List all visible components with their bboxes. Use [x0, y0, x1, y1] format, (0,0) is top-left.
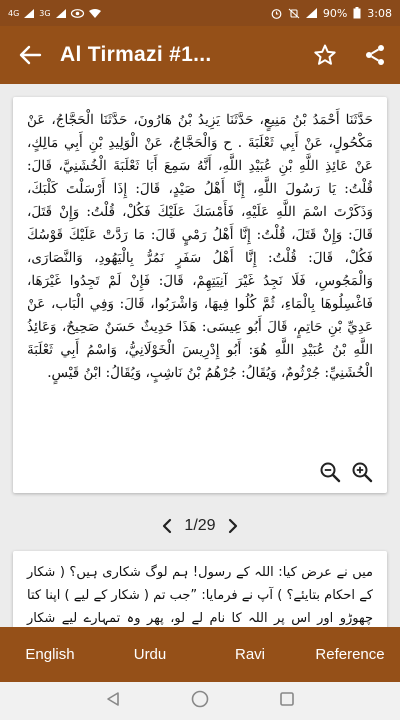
- battery-percent: 90%: [322, 6, 348, 20]
- share-icon: [363, 43, 387, 67]
- zoom-out-icon: [319, 461, 341, 483]
- battery-icon: [353, 7, 361, 19]
- zoom-controls: [319, 461, 373, 483]
- square-recents-icon: [279, 691, 295, 707]
- clock-time: 3:08: [367, 6, 392, 20]
- system-back-button[interactable]: [105, 691, 121, 711]
- chevron-left-icon: [162, 519, 172, 533]
- prev-page-button[interactable]: [162, 519, 172, 533]
- bottom-nav: [0, 627, 400, 682]
- nav-english[interactable]: English: [25, 646, 75, 663]
- hadith-arabic-card: [13, 97, 387, 493]
- system-recents-button[interactable]: [279, 691, 295, 711]
- system-nav-bar: [0, 682, 400, 720]
- nav-reference[interactable]: Reference: [315, 646, 385, 663]
- mute-icon: [288, 8, 300, 19]
- system-home-button[interactable]: [191, 690, 209, 712]
- wifi-icon: [89, 9, 101, 18]
- nav-ravi[interactable]: Ravi: [234, 646, 265, 663]
- circle-home-icon: [191, 690, 209, 708]
- next-page-button[interactable]: [228, 519, 238, 533]
- eye-icon: [71, 9, 84, 18]
- status-right: [271, 7, 392, 20]
- star-outline-icon: [313, 43, 337, 67]
- zoom-in-icon: [351, 461, 373, 483]
- zoom-out-button[interactable]: [319, 461, 341, 483]
- translation-urdu-text: میں نے عرض کیا: اللہ کے رسول! ہم لوگ شکاری ہیں؟ ( شکار کے احکام بتایئے؟ ) آپ نے فرمایا: ”جب تم ( شکار کے لیے ) اپنا کتا چھوڑو اور اس پر اللہ کا نام لے لو، پھر وہ تمہارے لیے شکار: [27, 565, 373, 626]
- chevron-right-icon: [228, 519, 238, 533]
- alarm-icon: [271, 8, 282, 19]
- signal-3g-label: 3G: [39, 8, 51, 18]
- app-bar: [0, 26, 400, 84]
- pager: [0, 512, 400, 540]
- signal-icon: [24, 9, 34, 18]
- status-bar: [0, 0, 400, 26]
- triangle-back-icon: [105, 691, 121, 707]
- signal-4g-label: 4G: [8, 8, 20, 18]
- share-button[interactable]: [350, 26, 400, 84]
- favorite-button[interactable]: [300, 26, 350, 84]
- zoom-in-button[interactable]: [351, 461, 373, 483]
- back-button[interactable]: [0, 26, 60, 84]
- page-title: Al Tirmazi #1...: [60, 43, 212, 66]
- hadith-arabic-text: حَدَّثَنَا أَحْمَدُ بْنُ مَنِيعٍ، حَدَّثَنَا يَزِيدُ بْنُ هَارُونَ، حَدَّثَنَا الْحَجَّاجُ، عَنْ مَكْحُولٍ، عَنْ أَبِي ثَعْلَبَةَ . ح وَالْحَجَّاجُ، عَنْ الْوَلِيدِ بْنِ أَبِي مَالِكٍ، عَنْ عَائِذِ اللَّهِ بْنِ عُبَيْدِ اللَّهِ، أَنَّهُ سَمِعَ أَبَا ثَعْلَبَةَ الْخُشَنِيَّ، قَالَ: قُلْتُ: يَا رَسُولَ اللَّهِ، إِنَّا أَهْلُ صَيْدٍ، قَالَ: إِذَا أَرْسَلْتَ كَلْبَكَ، وَذَكَرْتَ اسْمَ اللَّهِ عَلَيْهِ، فَأَمْسَكَ عَلَيْكَ فَكُلْ، قُلْتُ: وَإِنْ قَتَلَ، قَالَ: وَإِنْ قَتَلَ، قُلْتُ: إِنَّا أَهْلُ رَمْيٍ قَالَ: مَا رَدَّتْ عَلَيْكَ قَوْسُكَ فَكُلْ، قَالَ: قُلْتُ: إِنَّا أَهْلُ سَفَرٍ نَمُرُّ بِالْيَهُودِ، وَالنَّصَارَى، وَالْمَجُوسِ، فَلَا نَجِدُ غَيْرَ آنِيَتِهِمْ، قَالَ: فَإِنْ لَمْ تَجِدُوا غَيْرَهَا، فَاغْسِلُوهَا بِالْمَاءِ، ثُمَّ كُلُوا فِيهَا، وَاشْرَبُوا، قَالَ: وَفِي الْبَاب، عَنْ عَدِيِّ بْنِ حَاتِمٍ، قَالَ أَبُو عِيسَى: هَذَا حَدِيثٌ حَسَنٌ صَحِيحٌ، وَعَائِذُ اللَّهِ بْنُ عُبَيْدِ اللَّهِ هُوَ: أَبُو إِدْرِيسَ الْخَوْلَانِيُّ، وَاسْمُ أَبِي ثَعْلَبَةَ الْخُشَنِيِّ: جُرْثُومٌ، وَيُقَالُ: جُرْهُمُ بْنُ نَاشِبٍ، وَيُقَالُ: ابْنُ قَيْسٍ.: [27, 112, 373, 381]
- cell-signal-icon: [306, 8, 317, 18]
- signal-indicators: [8, 9, 101, 18]
- nav-urdu[interactable]: Urdu: [133, 646, 167, 663]
- signal-icon-2: [56, 9, 66, 18]
- arrow-left-icon: [19, 45, 41, 65]
- page-indicator: 1/29: [184, 517, 216, 534]
